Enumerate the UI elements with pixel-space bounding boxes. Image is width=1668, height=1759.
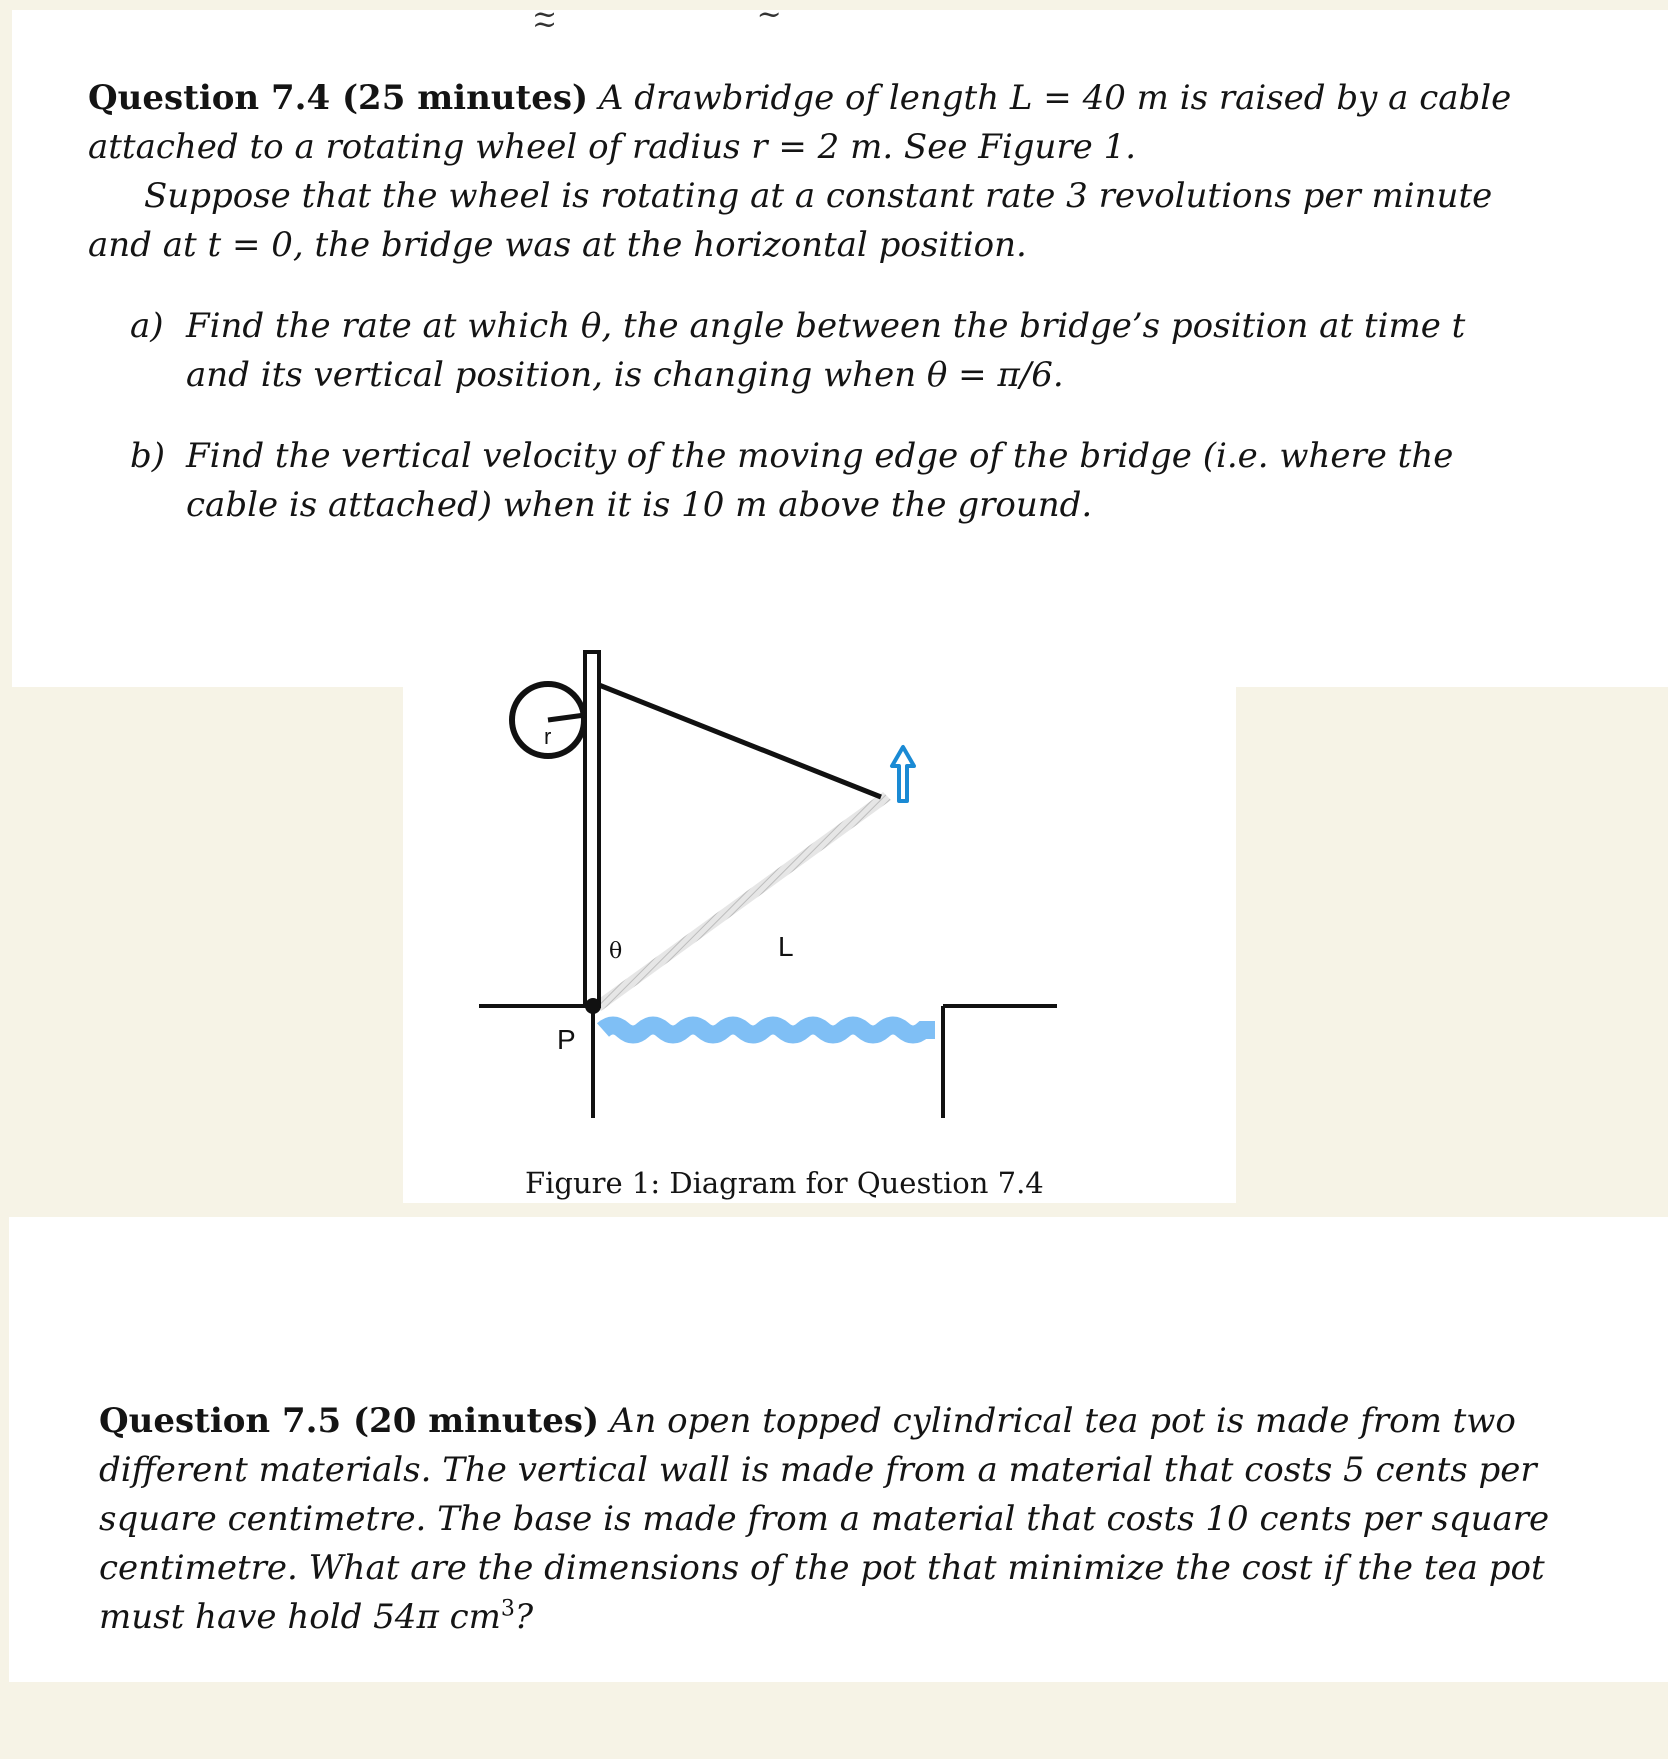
pivot-point <box>585 998 601 1014</box>
part-a-label: a) <box>130 306 164 346</box>
figure-caption: Figure 1: Diagram for Question 7.4 <box>525 1166 1044 1200</box>
part-b-text: Find the vertical velocity of the moving edge of the bridge (i.e. where the cable is attached) when it is 10 m above the ground. <box>186 436 1454 525</box>
question-7-5-heading: Question 7.5 (20 minutes) <box>99 1401 600 1441</box>
question-7-5-end: ? <box>514 1597 534 1637</box>
pivot-label: P <box>557 1024 576 1055</box>
cropped-text-fragment: ~ ~ ~ <box>532 0 877 42</box>
bridge-deck <box>593 792 891 1011</box>
part-a-text: Find the rate at which θ, the angle between the bridge’s position at time t and its vertical position, is changing when θ = π/6. <box>186 306 1466 395</box>
question-7-4-heading: Question 7.4 (25 minutes) <box>88 78 589 118</box>
water-surface <box>603 1026 935 1035</box>
cable <box>599 685 881 797</box>
question-7-4-setup: Suppose that the wheel is rotating at a constant rate 3 revolutions per minute and at t = 0, the bridge was at the horizontal position. <box>88 176 1493 265</box>
question-7-5-text: An open topped cylindrical tea pot is made from two different materials. The vertical wall is made from a material that costs 5 cents per square centimetre. The base is made from a material that costs 10 cents per square centimetre. What are the dimensions of the pot that minimize the cost if the tea pot must have hold 54π cm <box>99 1401 1550 1637</box>
radius-label: r <box>544 724 552 749</box>
theta-label: θ <box>609 939 623 964</box>
up-arrow-icon <box>892 747 914 801</box>
part-b-label: b) <box>130 436 166 476</box>
question-7-5 <box>99 1397 1577 1642</box>
question-7-4-statement: A drawbridge of length L = 40 m is raised by a cable attached to a rotating wheel of radius r = 2 m. See Figure 1. <box>88 78 1512 167</box>
tower <box>585 652 599 1006</box>
cubic-superscript: 3 <box>500 1596 515 1622</box>
length-label: L <box>778 931 794 962</box>
